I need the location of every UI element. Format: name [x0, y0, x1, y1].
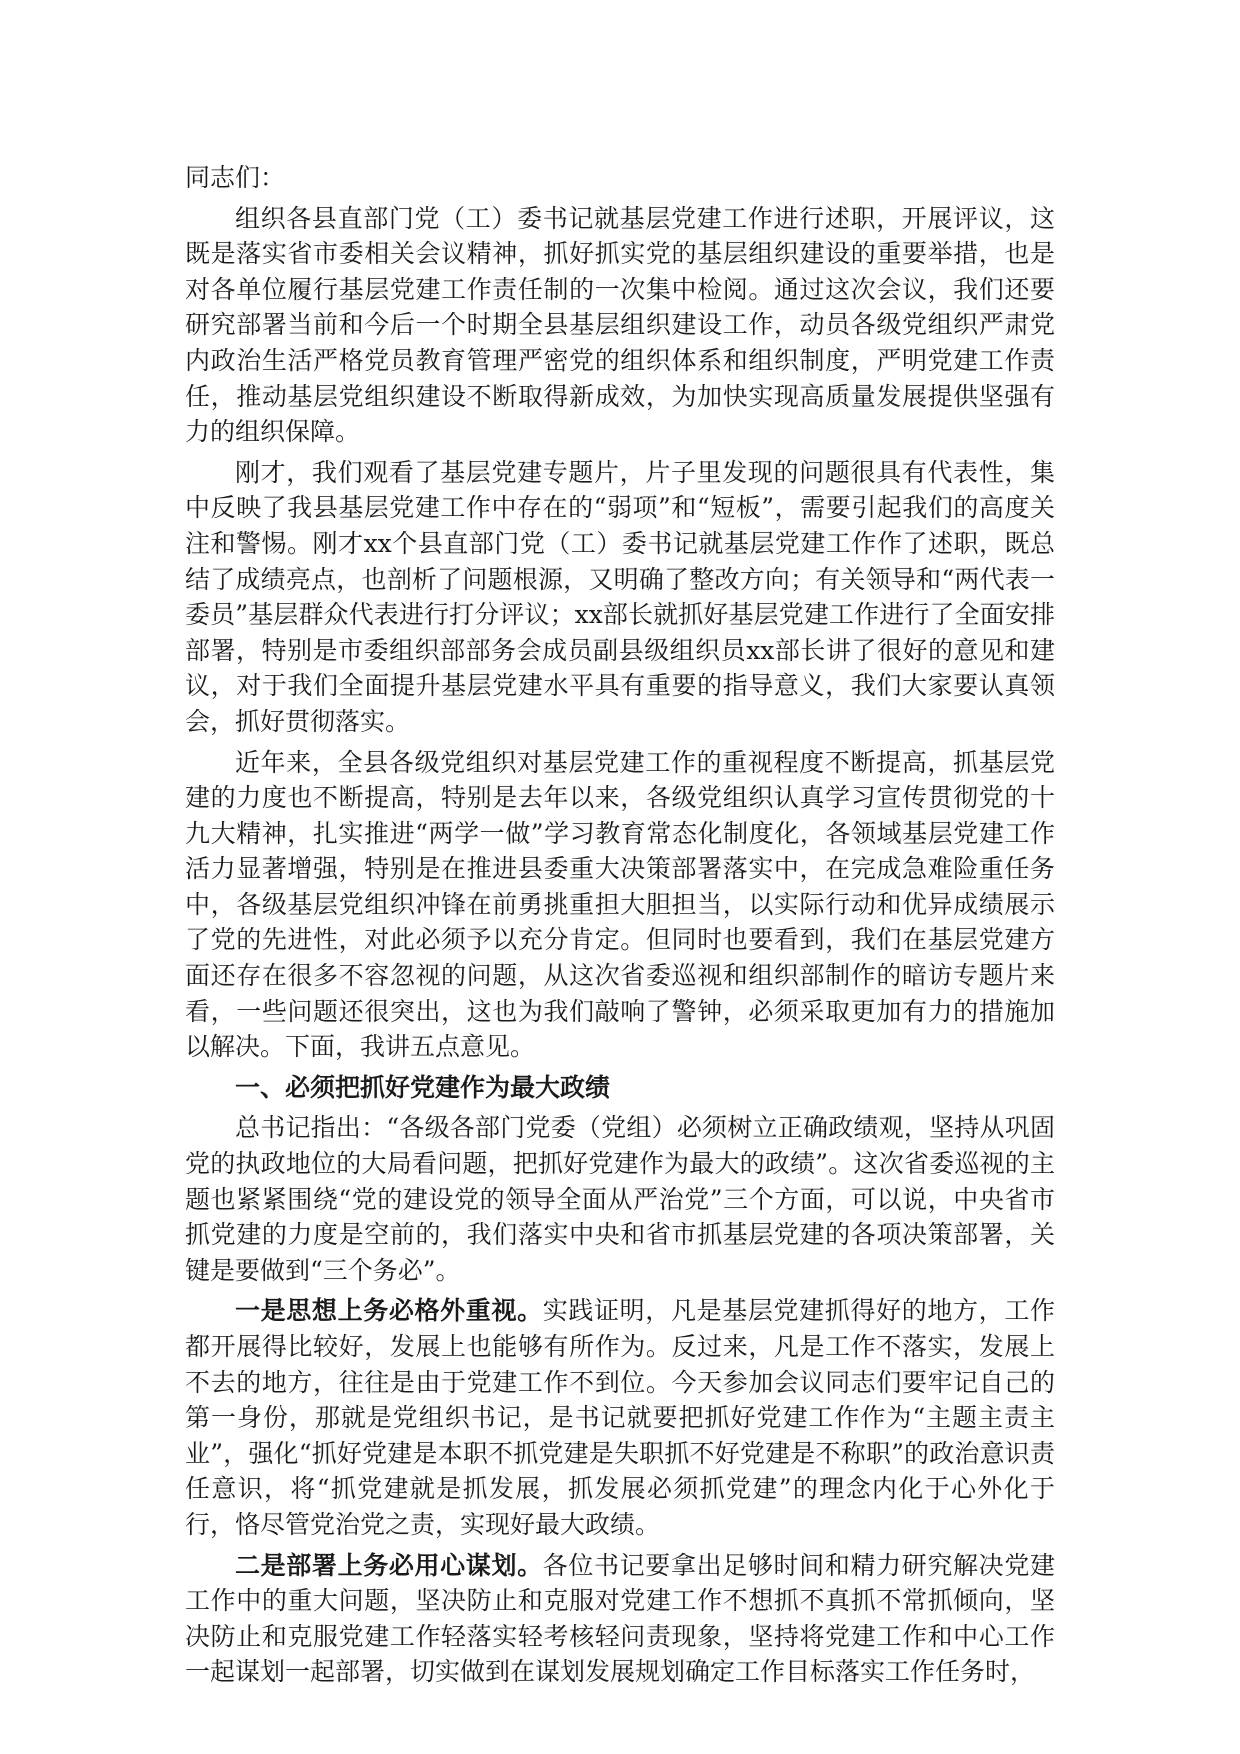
paragraph-2: 刚才，我们观看了基层党建专题片，片子里发现的问题很具有代表性，集中反映了我县基层党建工作中存在的“弱项”和“短板”，需要引起我们的高度关注和警惕。刚才xx个县直部门党（工）委书记就基层党建工作作了述职，既总结了成绩亮点，也剖析了问题根源，又明确了整改方向；有关领导和“两代表一委员”基层群众代表进行打分评议；xx部长就抓好基层党建工作进行了全面安排部署，特别是市委组织部部务会成员副县级组织员xx部长讲了很好的意见和建议，对于我们全面提升基层党建水平具有重要的指导意义，我们大家要认真领会，抓好贯彻落实。	[185, 457, 1055, 736]
point-1-paragraph	[185, 1293, 1055, 1542]
section-heading-1: 一、必须把抓好党建作为最大政绩	[235, 1072, 611, 1102]
point-2-lead: 二是部署上务必用心谋划。	[235, 1550, 543, 1580]
paragraph-1: 组织各县直部门党（工）委书记就基层党建工作进行述职，开展评议，这既是落实省市委相关会议精神，抓好抓实党的基层组织建设的重要举措，也是对各单位履行基层党建工作责任制的一次集中检阅。通过这次会议，我们还要研究部署当前和今后一个时期全县基层组织建设工作，动员各级党组织严肃党内政治生活严格党员教育管理严密党的组织体系和组织制度，严明党建工作责任，推动基层党组织建设不断取得新成效，为加快实现高质量发展提供坚强有力的组织保障。	[185, 203, 1055, 447]
salutation: 同志们：	[185, 163, 286, 192]
document-body	[185, 160, 1055, 1695]
point-1-lead: 一是思想上务必格外重视。	[235, 1296, 543, 1326]
paragraph-3: 近年来，全县各级党组织对基层党建工作的重视程度不断提高，抓基层党建的力度也不断提高，特别是去年以来，各级党组织认真学习宣传贯彻党的十九大精神，扎实推进“两学一做”学习教育常态化制度化，各领域基层党建工作活力显著增强，特别是在推进县委重大决策部署落实中，在完成急难险重任务中，各级基层党组织冲锋在前勇挑重担大胆担当，以实际行动和优异成绩展示了党的先进性，对此必须予以充分肯定。但同时也要看到，我们在基层党建方面还存在很多不容忽视的问题，从这次省委巡视和组织部制作的暗访专题片来看，一些问题还很突出，这也为我们敲响了警钟，必须采取更加有力的措施加以解决。下面，我讲五点意见。	[185, 747, 1055, 1062]
point-2-paragraph	[185, 1548, 1055, 1690]
paragraph-4: 总书记指出：“各级各部门党委（党组）必须树立正确政绩观，坚持从巩固党的执政地位的大局看问题，把抓好党建作为最大的政绩”。这次省委巡视的主题也紧紧围绕“党的建设党的领导全面从严治党”三个方面，可以说，中央省市抓党建的力度是空前的，我们落实中央和省市抓基层党建的各项决策部署，关键是要做到“三个务必”。	[185, 1113, 1055, 1285]
point-2-body: 各位书记要拿出足够时间和精力研究解决党建工作中的重大问题，坚决防止和克服对党建工作不想抓不真抓不常抓倾向，坚决防止和克服党建工作轻落实轻考核轻问责现象，坚持将党建工作和中心工作一起谋划一起部署，切实做到在谋划发展规划确定工作目标落实工作任务时，	[185, 1550, 1055, 1687]
point-1-body: 实践证明，凡是基层党建抓得好的地方，工作都开展得比较好，发展上也能够有所作为。反过来，凡是工作不落实，发展上不去的地方，往往是由于党建工作不到位。今天参加会议同志们要牢记自己的第一身份，那就是党组织书记，是书记就要把抓好党建工作作为“主题主责主业”，强化“抓好党建是本职不抓党建是失职抓不好党建是不称职”的政治意识责任意识，将“抓党建就是抓发展，抓发展必须抓党建”的理念内化于心外化于行，恪尽管党治党之责，实现好最大政绩。	[185, 1296, 1055, 1539]
